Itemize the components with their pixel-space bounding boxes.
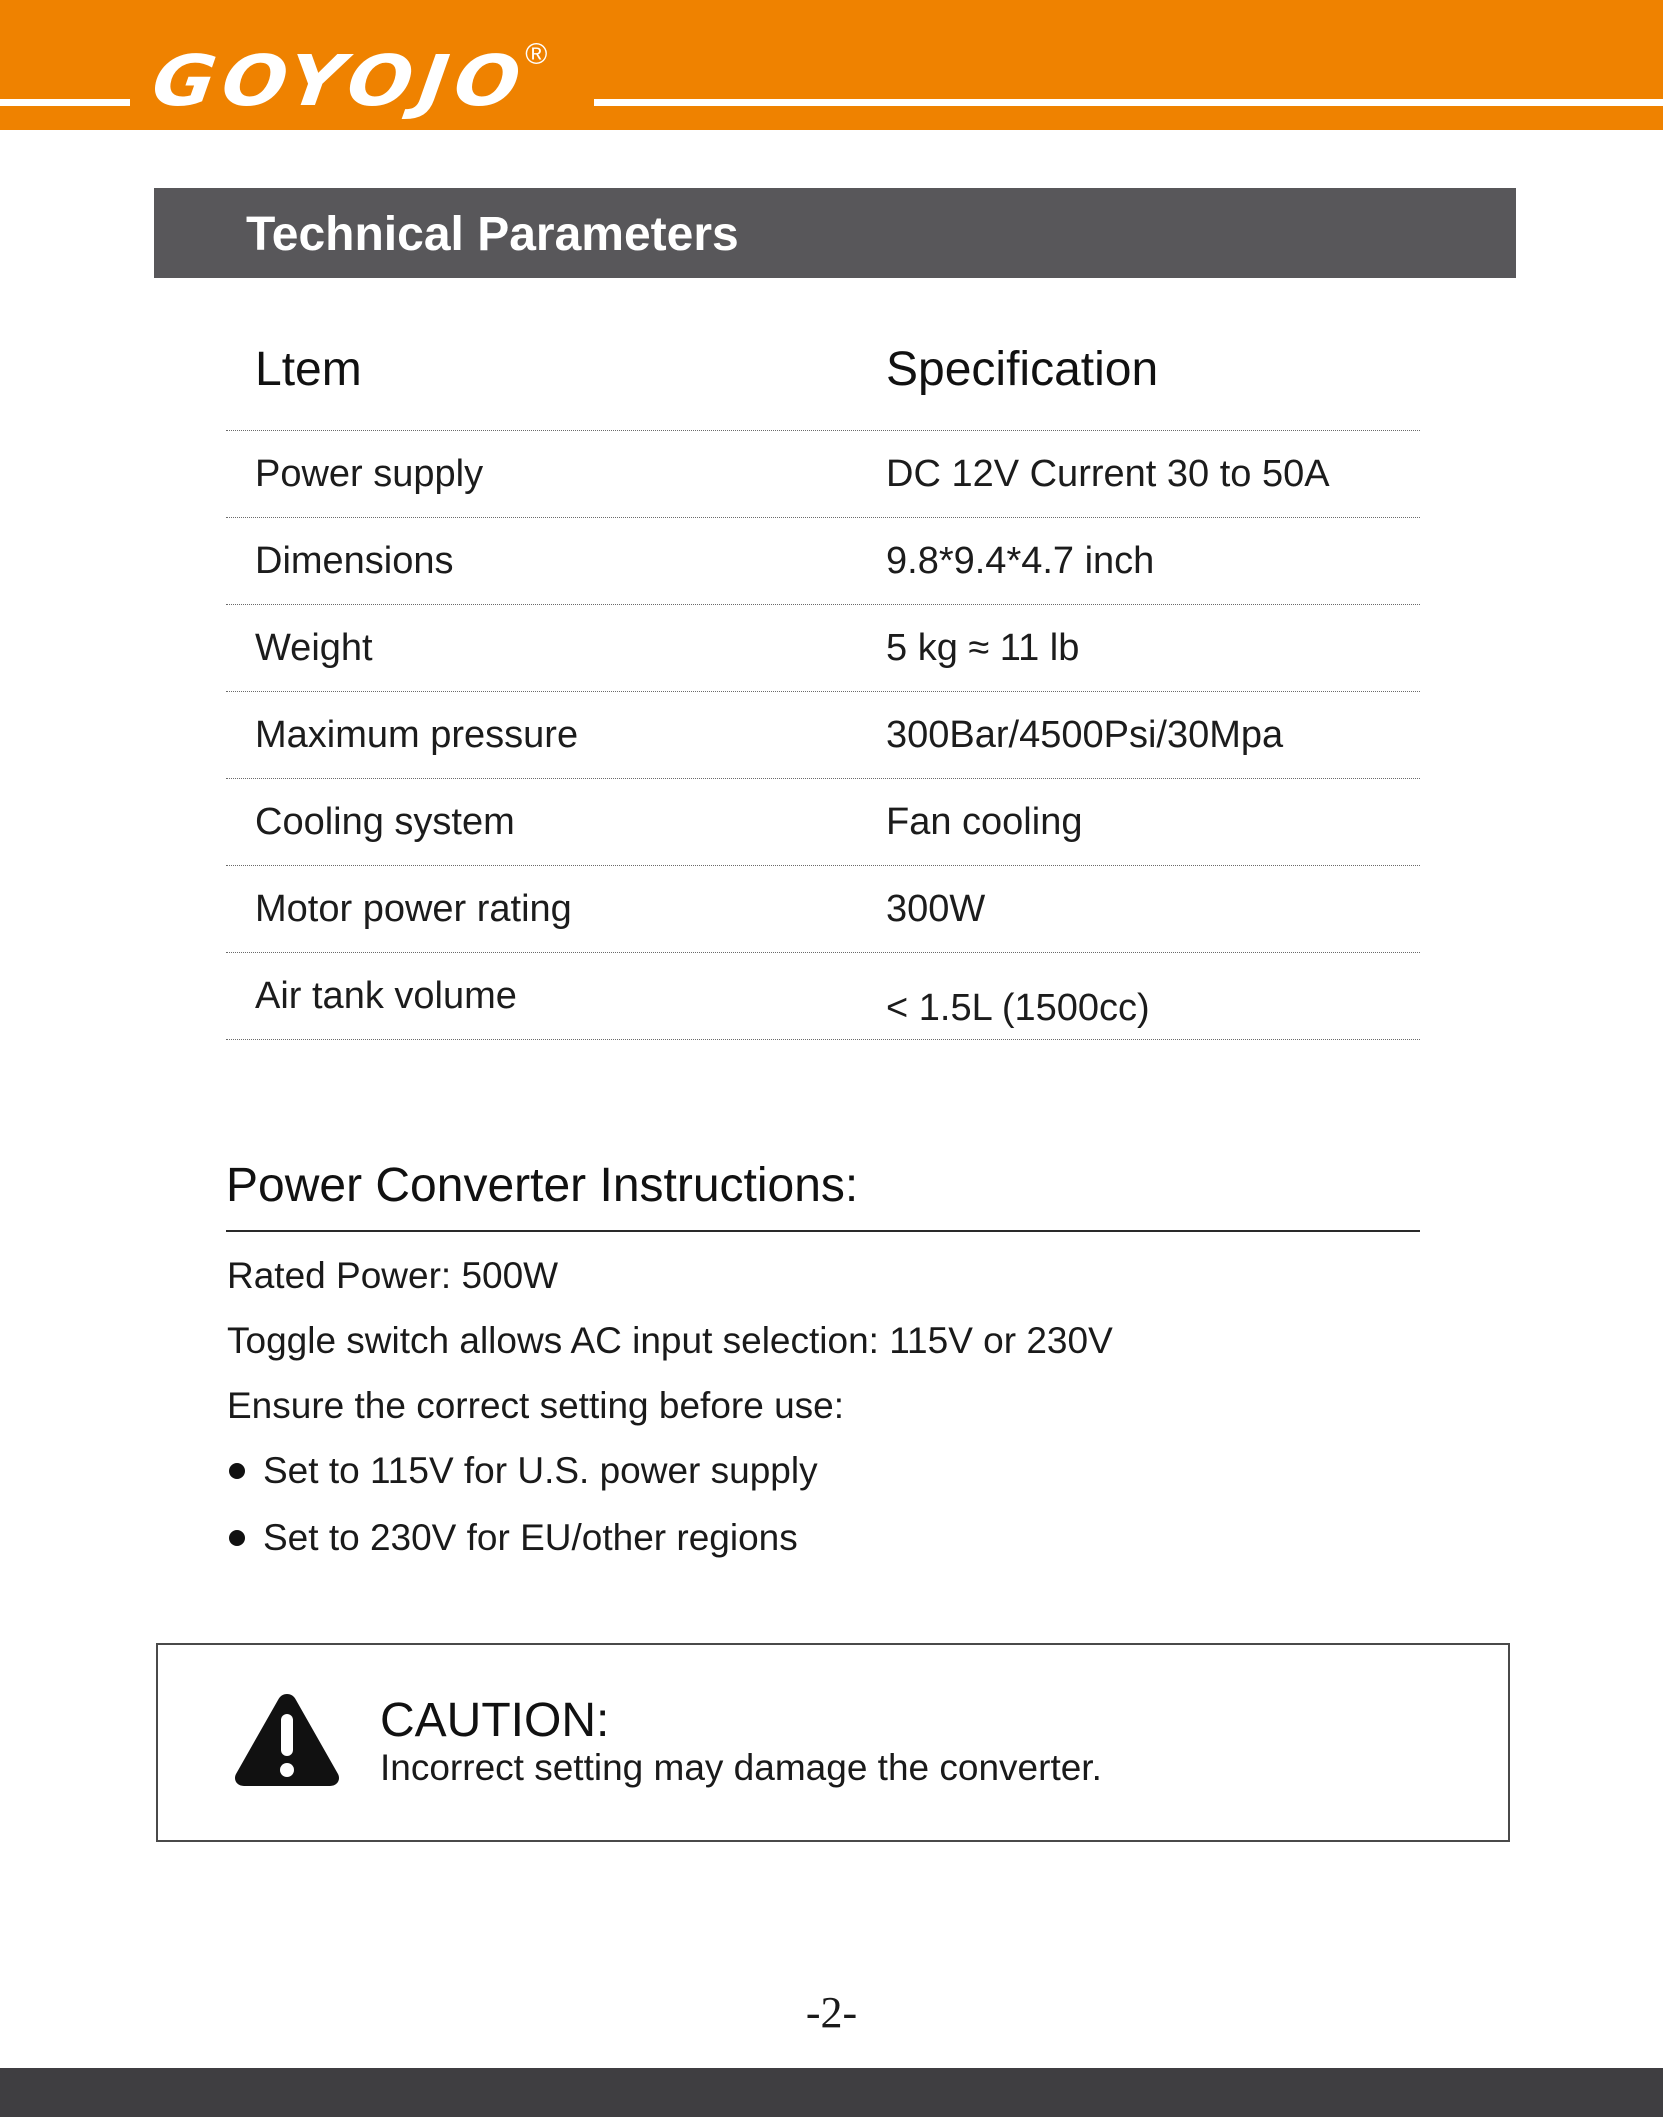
- row-spec: 300Bar/4500Psi/30Mpa: [886, 714, 1284, 756]
- row-item: Air tank volume: [255, 975, 517, 1017]
- page-number: -2-: [805, 1988, 858, 2037]
- warning-triangle-icon: [232, 1690, 342, 1790]
- table-row: [226, 605, 1420, 692]
- bullet-icon: [229, 1463, 245, 1479]
- list-item: [227, 1450, 818, 1492]
- table-row: [226, 779, 1420, 866]
- row-spec: 9.8*9.4*4.7 inch: [886, 540, 1155, 582]
- table-row: [226, 431, 1420, 518]
- registered-mark: ®: [525, 38, 548, 71]
- list-item-text: Set to 230V for EU/other regions: [263, 1517, 798, 1558]
- power-converter-heading: Power Converter Instructions:: [226, 1159, 859, 1212]
- column-header-item: Ltem: [255, 343, 362, 396]
- section-title-bar: [154, 188, 1516, 278]
- table-row: [226, 866, 1420, 953]
- header-rule-left: [0, 99, 130, 106]
- caution-title: CAUTION:: [380, 1694, 610, 1747]
- rated-power-text: Rated Power: 500W: [227, 1255, 559, 1296]
- header-bar: [0, 0, 1663, 130]
- heading-divider: [226, 1230, 1420, 1232]
- row-spec: Fan cooling: [886, 801, 1083, 843]
- section-title: Technical Parameters: [246, 208, 739, 261]
- list-item-text: Set to 115V for U.S. power supply: [263, 1450, 818, 1491]
- row-spec: 300W: [886, 888, 986, 930]
- row-item: Motor power rating: [255, 888, 572, 930]
- table-header-row: [226, 320, 1420, 431]
- table-row: [226, 692, 1420, 779]
- table-row: [226, 953, 1420, 1040]
- row-spec: DC 12V Current 30 to 50A: [886, 453, 1330, 495]
- column-header-specification: Specification: [886, 343, 1159, 396]
- row-item: Dimensions: [255, 540, 454, 582]
- row-item: Power supply: [255, 453, 484, 495]
- row-spec: < 1.5L (1500cc): [886, 987, 1150, 1029]
- row-item: Maximum pressure: [255, 714, 579, 756]
- toggle-switch-text: Toggle switch allows AC input selection: 115V or 230V: [227, 1320, 1113, 1361]
- row-item: Weight: [255, 627, 373, 669]
- logo-wordmark: GOYOJO: [147, 39, 533, 122]
- brand-logo: [147, 38, 548, 122]
- technical-parameters-table: [226, 320, 1420, 1040]
- table-row: [226, 518, 1420, 605]
- row-spec: 5 kg ≈ 11 lb: [886, 627, 1080, 669]
- row-item: Cooling system: [255, 801, 515, 843]
- caution-message: Incorrect setting may damage the converter.: [380, 1747, 1102, 1788]
- bullet-icon: [229, 1530, 245, 1546]
- ensure-setting-text: Ensure the correct setting before use:: [227, 1385, 845, 1426]
- header-rule-right: [594, 99, 1663, 106]
- list-item: [227, 1517, 798, 1559]
- caution-box: [156, 1643, 1510, 1842]
- footer-bar: [0, 2068, 1663, 2117]
